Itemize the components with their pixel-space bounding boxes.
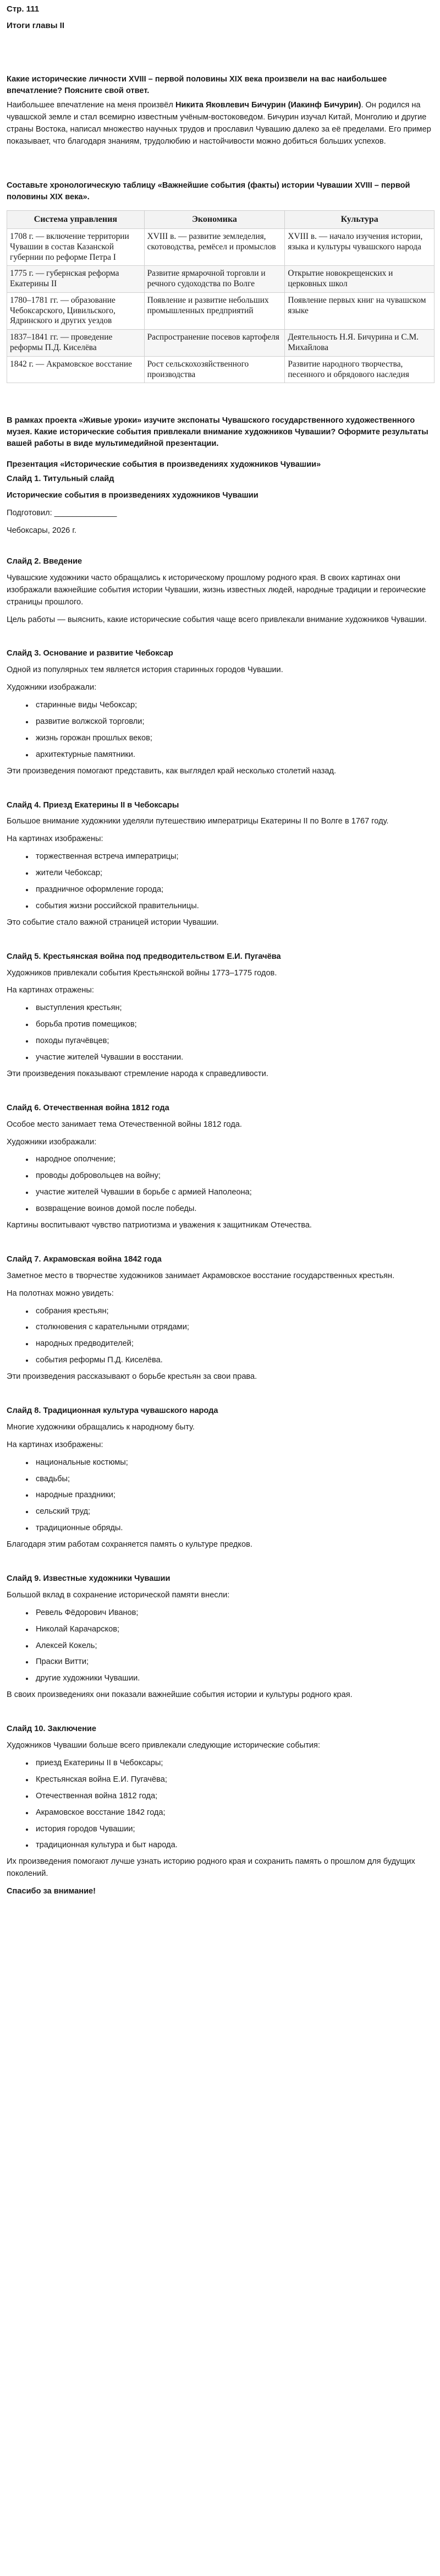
slide-paragraph: Чувашские художники часто обращались к историческому прошлому родного края. В своих картинах они изображали важнейшие события истории Чувашии, жизнь известных людей, народные традиции и героические страницы прошлого. [7,573,426,607]
list-item: • участие жителей Чувашии в борьбе с армией Наполеона; [34,1187,435,1199]
list-item: • возвращение воинов домой после победы. [34,1203,435,1215]
list-item: • приезд Екатерины II в Чебоксары; [34,1758,435,1770]
slide-8 [7,1405,435,1551]
slide-heading: Слайд 9. Известные художники Чувашии [7,1574,170,1584]
slide-paragraph: Их произведения помогают лучше узнать историю родного края и сохранить память о прошлом для будущих поколений. [7,1857,415,1879]
table-cell: XVIII в. — развитие земледелия, скотоводства, ремёсел и промыслов [144,228,285,265]
list-item: • собрания крестьян; [34,1306,435,1318]
list-item: • жизнь горожан прошлых веков; [34,733,435,745]
list-item: • борьба против помещиков; [34,1019,435,1031]
table-cell: Развитие ярмарочной торговли и речного судоходства по Волге [144,266,285,293]
slide-1 [7,473,435,537]
answer-1 [7,100,435,148]
list-lead: На картинах отражены: [7,986,94,995]
slide-paragraph: В своих произведениях они показали важнейшие события истории и культуры родного края. [7,1690,353,1700]
table-cell: 1842 г. — Акрамовское восстание [7,356,145,383]
list-item: • сельский труд; [34,1506,435,1518]
list-lead: Художники изображали: [7,683,97,692]
slide-heading: Слайд 4. Приезд Екатерины II в Чебоксары [7,800,179,810]
slide-heading: Слайд 7. Акрамовская война 1842 года [7,1254,162,1264]
bullet-list [7,1306,435,1367]
table-row [7,292,435,329]
closing-thanks: Спасибо за внимание! [7,1887,96,1896]
list-item: • торжественная встреча императрицы; [34,851,435,863]
slide-paragraph: Большое внимание художники уделяли путешествию императрицы Екатерины II по Волге в 1767 году. [7,817,389,826]
list-item: • развитие волжской торговли; [34,716,435,728]
slide-paragraph: Цель работы — выяснить, какие исторические события чаще всего привлекали внимание художников Чувашии. [7,615,427,624]
list-item: • походы пугачёвцев; [34,1035,435,1047]
slide-6 [7,1103,435,1232]
slide-paragraph: Это событие стало важной страницей истории Чувашии. [7,918,219,927]
bullet-list [7,1607,435,1685]
table-cell: Появление и развитие небольших промышленных предприятий [144,292,285,329]
slide-heading: Слайд 8. Традиционная культура чувашского народа [7,1406,218,1416]
list-lead: На полотнах можно увидеть: [7,1289,114,1298]
list-item: • традиционные обряды. [34,1522,435,1535]
column-header-economy: Экономика [144,211,285,229]
table-cell: Рост сельскохозяйственного производства [144,356,285,383]
slide-paragraph: Многие художники обращались к народному быту. [7,1422,195,1432]
table-cell: XVIII в. — начало изучения истории, языка и культуры чувашского народа [285,228,435,265]
slide-1-subtitle: Исторические события в произведениях художников Чувашии [7,491,258,500]
list-lead: На картинах изображены: [7,1440,103,1449]
bullet-list [7,1002,435,1064]
slide-heading: Слайд 10. Заключение [7,1724,96,1734]
slide-paragraph: Художников Чувашии больше всего привлекали следующие исторические события: [7,1741,321,1750]
slide-paragraph: Эти произведения показывают стремление народа к справедливости. [7,1069,268,1078]
slide-1-prepared-by: Подготовил: ______________ [7,509,117,518]
answer-1-person: Никита Яковлевич Бичурин (Иакинф Бичурин) [175,101,361,110]
slide-7 [7,1254,435,1383]
list-item: • свадьбы; [34,1473,435,1486]
slide-paragraph: Большой вклад в сохранение исторической памяти внесли: [7,1590,230,1600]
list-item: • Акрамовское восстание 1842 года; [34,1807,435,1819]
list-item: • выступления крестьян; [34,1002,435,1014]
slide-paragraph: Одной из популярных тем является история старинных городов Чувашии. [7,665,283,675]
list-item: • другие художники Чувашии. [34,1673,435,1685]
list-item: • события реформы П.Д. Киселёва. [34,1355,435,1367]
slide-paragraph: Благодаря этим работам сохраняется память о культуре предков. [7,1540,252,1549]
table-cell: 1775 г. — губернская реформа Екатерины II [7,266,145,293]
slide-3 [7,648,435,777]
table-cell: Распространение посевов картофеля [144,330,285,357]
table-row [7,266,435,293]
question-3: В рамках проекта «Живые уроки» изучите экспонаты Чувашского государственного художественного музея. Какие исторические события привлекали внимание художников Чувашии? Оформите результаты вашей работы в виде мультимедийной презентации. [7,416,428,448]
list-item: • народных предводителей; [34,1338,435,1350]
table-cell: Деятельность Н.Я. Бичурина и С.М. Михайлова [285,330,435,357]
table-cell: Появление первых книг на чувашском языке [285,292,435,329]
list-item: • праздничное оформление города; [34,884,435,896]
list-item: • столкновения с карательными отрядами; [34,1322,435,1334]
list-item: • участие жителей Чувашии в восстании. [34,1052,435,1064]
presentation-title: Презентация «Исторические события в произведениях художников Чувашии» [7,460,321,470]
list-item: • проводы добровольцев на войну; [34,1170,435,1182]
list-item: • старинные виды Чебоксар; [34,700,435,712]
answer-1-text: . Он родился на чувашской земле и стал всемирно известным учёным-востоковедом. Бичурин изучал Китай, Монголию и другие страны Востока, написал множество научных трудов и прославил Чувашию далеко за её пределами. Его пример показывает, что благодаря знаниям, трудолюбию и настойчивости можно добиться больших успехов. [7,101,431,146]
table-cell: Открытие новокрещенских и церковных школ [285,266,435,293]
list-item: • Ревель Фёдорович Иванов; [34,1607,435,1619]
slide-2 [7,556,435,626]
table-header-row [7,211,435,229]
list-item: • национальные костюмы; [34,1457,435,1469]
list-item: • Крестьянская война Е.И. Пугачёва; [34,1774,435,1786]
list-item: • события жизни российской правительницы. [34,900,435,913]
slide-4 [7,800,435,929]
chapter-title: Итоги главы II [7,21,65,30]
question-2: Составьте хронологическую таблицу «Важнейшие события (факты) истории Чувашии XVIII – первой половины XIX века». [7,181,410,201]
slide-heading: Слайд 2. Введение [7,556,82,566]
table-cell: 1780–1781 гг. — образование Чебоксарского, Цивильского, Ядринского и других уездов [7,292,145,329]
page-reference: Стр. 111 [7,4,40,14]
table-cell: 1837–1841 гг. — проведение реформы П.Д. Киселёва [7,330,145,357]
slide-paragraph: Эти произведения помогают представить, как выглядел край несколько столетий назад. [7,766,337,776]
list-lead: На картинах изображены: [7,834,103,844]
table-row [7,228,435,265]
table-row [7,330,435,357]
table-row [7,356,435,383]
slide-heading: Слайд 3. Основание и развитие Чебоксар [7,649,173,658]
answer-1-lead: Наибольшее впечатление на меня произвёл [7,101,175,110]
slide-1-place-year: Чебоксары, 2026 г. [7,526,76,536]
list-item: • традиционная культура и быт народа. [34,1840,435,1852]
column-header-culture: Культура [285,211,435,229]
chronology-table [7,210,435,383]
slide-heading: Слайд 5. Крестьянская война под предводительством Е.И. Пугачёва [7,952,281,961]
list-item: • история городов Чувашии; [34,1824,435,1836]
slide-paragraph: Особое место занимает тема Отечественной войны 1812 года. [7,1120,242,1129]
slide-10 [7,1723,435,1898]
list-item: • жители Чебоксар; [34,867,435,880]
list-item: • Алексей Кокель; [34,1640,435,1652]
list-item: • народные праздники; [34,1489,435,1502]
column-header-government: Система управления [7,211,145,229]
slide-paragraph: Заметное место в творчестве художников занимает Акрамовское восстание государственных крестьян. [7,1271,395,1280]
bullet-list [7,1758,435,1852]
list-item: • народное ополчение; [34,1154,435,1166]
slide-paragraph: Художников привлекали события Крестьянской войны 1773–1775 годов. [7,968,277,978]
slide-paragraph: Картины воспитывают чувство патриотизма и уважения к защитникам Отечества. [7,1221,312,1230]
slide-5 [7,951,435,1080]
list-item: • архитектурные памятники. [34,749,435,761]
list-lead: Художники изображали: [7,1137,97,1147]
table-cell: Развитие народного творчества, песенного и обрядового наследия [285,356,435,383]
list-item: • Николай Карачарсков; [34,1624,435,1636]
bullet-list [7,851,435,913]
list-item: • Отечественная война 1812 года; [34,1791,435,1803]
bullet-list [7,1154,435,1215]
question-1: Какие исторические личности XVIII – первой половины XIX века произвели на вас наибольшее впечатление? Поясните свой ответ. [7,75,387,95]
slide-9 [7,1573,435,1701]
slide-heading: Слайд 6. Отечественная война 1812 года [7,1103,169,1112]
table-cell: 1708 г. — включение территории Чувашии в состав Казанской губернии по реформе Петра I [7,228,145,265]
list-item: • Праски Витти; [34,1656,435,1668]
bullet-list [7,700,435,761]
slide-heading: Слайд 1. Титульный слайд [7,474,114,484]
slide-paragraph: Эти произведения рассказывают о борьбе крестьян за свои права. [7,1372,257,1382]
bullet-list [7,1457,435,1535]
